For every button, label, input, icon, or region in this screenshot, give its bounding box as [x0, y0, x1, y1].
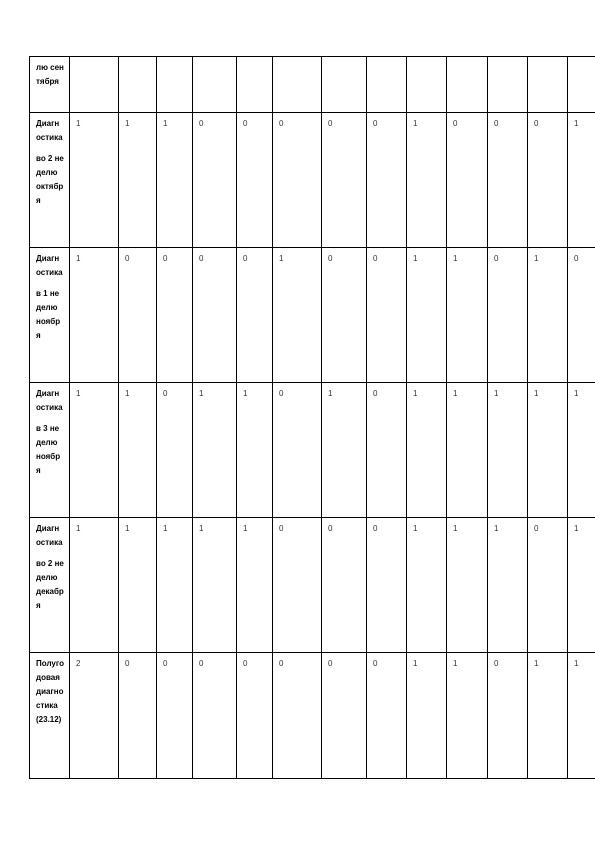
- row-label-cell: [30, 57, 70, 113]
- table-cell: [273, 57, 322, 113]
- cell-value: 1: [163, 524, 168, 533]
- table-cell: [193, 113, 237, 248]
- table-cell: [528, 113, 568, 248]
- cell-value: 1: [413, 524, 418, 533]
- cell-value: 0: [328, 659, 333, 668]
- row-label-cell: [30, 653, 70, 779]
- row-label-text: Диагностика: [36, 254, 63, 277]
- table-cell: [157, 57, 193, 113]
- cell-value: 0: [534, 119, 539, 128]
- cell-value: 1: [125, 524, 130, 533]
- table-cell: [157, 653, 193, 779]
- table-cell: [70, 383, 119, 518]
- cell-value: 0: [453, 119, 458, 128]
- cell-value: 1: [243, 389, 248, 398]
- table-cell: [568, 518, 595, 653]
- cell-value: 0: [243, 659, 248, 668]
- row-label-cell: [30, 518, 70, 653]
- table-cell: [193, 518, 237, 653]
- table-cell: [488, 113, 528, 248]
- table-cell: [70, 57, 119, 113]
- row-label-text: лю сентября: [36, 63, 64, 86]
- row-label-text: Диагностика: [36, 119, 63, 142]
- table-cell: [568, 383, 595, 518]
- cell-value: 0: [243, 119, 248, 128]
- table-cell: [447, 518, 488, 653]
- table-cell: [237, 518, 273, 653]
- cell-value: 1: [574, 119, 579, 128]
- cell-value: 1: [76, 119, 81, 128]
- cell-value: 1: [125, 119, 130, 128]
- cell-value: 1: [243, 524, 248, 533]
- table-cell: [407, 518, 447, 653]
- table-cell: [322, 653, 367, 779]
- table-cell: [322, 248, 367, 383]
- row-label-text: в 1 неделю ноября: [36, 289, 61, 340]
- table-cell: [447, 248, 488, 383]
- table-row: [30, 518, 595, 653]
- table-cell: [273, 113, 322, 248]
- cell-value: 0: [199, 254, 204, 263]
- table-cell: [70, 653, 119, 779]
- table-row: [30, 113, 595, 248]
- table-cell: [367, 653, 407, 779]
- table-cell: [193, 383, 237, 518]
- table-cell: [119, 383, 157, 518]
- table-cell: [407, 248, 447, 383]
- table-cell: [367, 57, 407, 113]
- table-cell: [447, 57, 488, 113]
- cell-value: 0: [279, 659, 284, 668]
- row-label-text: Полугодовая диагностика (23.12): [36, 659, 64, 724]
- cell-value: 0: [494, 659, 499, 668]
- cell-value: 0: [373, 524, 378, 533]
- table-cell: [322, 113, 367, 248]
- cell-value: 0: [199, 119, 204, 128]
- cell-value: 0: [328, 254, 333, 263]
- table-cell: [193, 653, 237, 779]
- table-cell: [568, 113, 595, 248]
- cell-value: 1: [76, 389, 81, 398]
- cell-value: 0: [328, 524, 333, 533]
- cell-value: 1: [453, 254, 458, 263]
- table-cell: [447, 383, 488, 518]
- cell-value: 0: [125, 659, 130, 668]
- cell-value: 1: [574, 524, 579, 533]
- cell-value: 1: [328, 389, 333, 398]
- cell-value: 1: [125, 389, 130, 398]
- cell-value: 1: [453, 659, 458, 668]
- cell-value: 1: [163, 119, 168, 128]
- cell-value: 0: [494, 119, 499, 128]
- cell-value: 1: [494, 524, 499, 533]
- table-cell: [488, 248, 528, 383]
- cell-value: 1: [453, 389, 458, 398]
- cell-value: 0: [373, 389, 378, 398]
- table-cell: [488, 518, 528, 653]
- cell-value: 1: [413, 254, 418, 263]
- diagnostics-table: [29, 56, 595, 779]
- table-row: [30, 383, 595, 518]
- cell-value: 0: [373, 119, 378, 128]
- table-cell: [119, 113, 157, 248]
- cell-value: 1: [76, 254, 81, 263]
- table-cell: [193, 57, 237, 113]
- table-cell: [568, 248, 595, 383]
- cell-value: 0: [279, 524, 284, 533]
- cell-value: 0: [163, 659, 168, 668]
- cell-value: 1: [534, 254, 539, 263]
- cell-value: 0: [125, 254, 130, 263]
- cell-value: 1: [199, 524, 204, 533]
- table-cell: [237, 248, 273, 383]
- table-cell: [322, 57, 367, 113]
- row-label-text: во 2 неделю декабря: [36, 559, 64, 610]
- table-cell: [157, 518, 193, 653]
- cell-value: 0: [534, 524, 539, 533]
- table-cell: [70, 518, 119, 653]
- cell-value: 1: [574, 389, 579, 398]
- table-row: [30, 653, 595, 779]
- cell-value: 0: [279, 119, 284, 128]
- table-cell: [407, 653, 447, 779]
- table-cell: [237, 57, 273, 113]
- row-label-text: в 3 неделю ноября: [36, 424, 61, 475]
- cell-value: 0: [494, 254, 499, 263]
- cell-value: 1: [413, 389, 418, 398]
- table-cell: [367, 248, 407, 383]
- table-cell: [237, 383, 273, 518]
- cell-value: 0: [199, 659, 204, 668]
- cell-value: 1: [199, 389, 204, 398]
- row-label-cell: [30, 248, 70, 383]
- cell-value: 0: [243, 254, 248, 263]
- table-row: [30, 248, 595, 383]
- table-cell: [322, 518, 367, 653]
- cell-value: 1: [534, 389, 539, 398]
- row-label-cell: [30, 113, 70, 248]
- table-cell: [157, 383, 193, 518]
- table-cell: [273, 248, 322, 383]
- cell-value: 0: [574, 254, 579, 263]
- table-cell: [70, 248, 119, 383]
- table-cell: [407, 57, 447, 113]
- table-cell: [157, 248, 193, 383]
- table-cell: [488, 57, 528, 113]
- table-cell: [237, 113, 273, 248]
- cell-value: 1: [413, 659, 418, 668]
- table-cell: [273, 518, 322, 653]
- table-row: [30, 57, 595, 113]
- cell-value: 1: [574, 659, 579, 668]
- row-label-text: во 2 неделю октября: [36, 154, 64, 205]
- table-cell: [322, 383, 367, 518]
- table-cell: [488, 653, 528, 779]
- cell-value: 0: [373, 254, 378, 263]
- table-cell: [157, 113, 193, 248]
- table-cell: [237, 653, 273, 779]
- cell-value: 0: [163, 389, 168, 398]
- row-label-text: Диагностика: [36, 524, 63, 547]
- table-cell: [367, 383, 407, 518]
- cell-value: 0: [279, 389, 284, 398]
- table-cell: [528, 57, 568, 113]
- table-cell: [119, 653, 157, 779]
- cell-value: 1: [494, 389, 499, 398]
- table-cell: [70, 113, 119, 248]
- table-cell: [447, 113, 488, 248]
- cell-value: 0: [328, 119, 333, 128]
- table-cell: [568, 57, 595, 113]
- table-cell: [407, 113, 447, 248]
- cell-value: 1: [534, 659, 539, 668]
- row-label-cell: [30, 383, 70, 518]
- table-cell: [407, 383, 447, 518]
- cell-value: 2: [76, 659, 81, 668]
- table-cell: [447, 653, 488, 779]
- cell-value: 1: [453, 524, 458, 533]
- table-cell: [367, 113, 407, 248]
- cell-value: 0: [373, 659, 378, 668]
- table-cell: [119, 57, 157, 113]
- table-cell: [273, 383, 322, 518]
- table-cell: [528, 653, 568, 779]
- table-cell: [568, 653, 595, 779]
- table-cell: [488, 383, 528, 518]
- table-cell: [528, 383, 568, 518]
- cell-value: 1: [413, 119, 418, 128]
- table-cell: [367, 518, 407, 653]
- row-label-text: Диагностика: [36, 389, 63, 412]
- table-cell: [193, 248, 237, 383]
- cell-value: 1: [76, 524, 81, 533]
- cell-value: 1: [279, 254, 284, 263]
- table-cell: [119, 518, 157, 653]
- table-cell: [119, 248, 157, 383]
- cell-value: 0: [163, 254, 168, 263]
- table-cell: [273, 653, 322, 779]
- table-cell: [528, 518, 568, 653]
- table-cell: [528, 248, 568, 383]
